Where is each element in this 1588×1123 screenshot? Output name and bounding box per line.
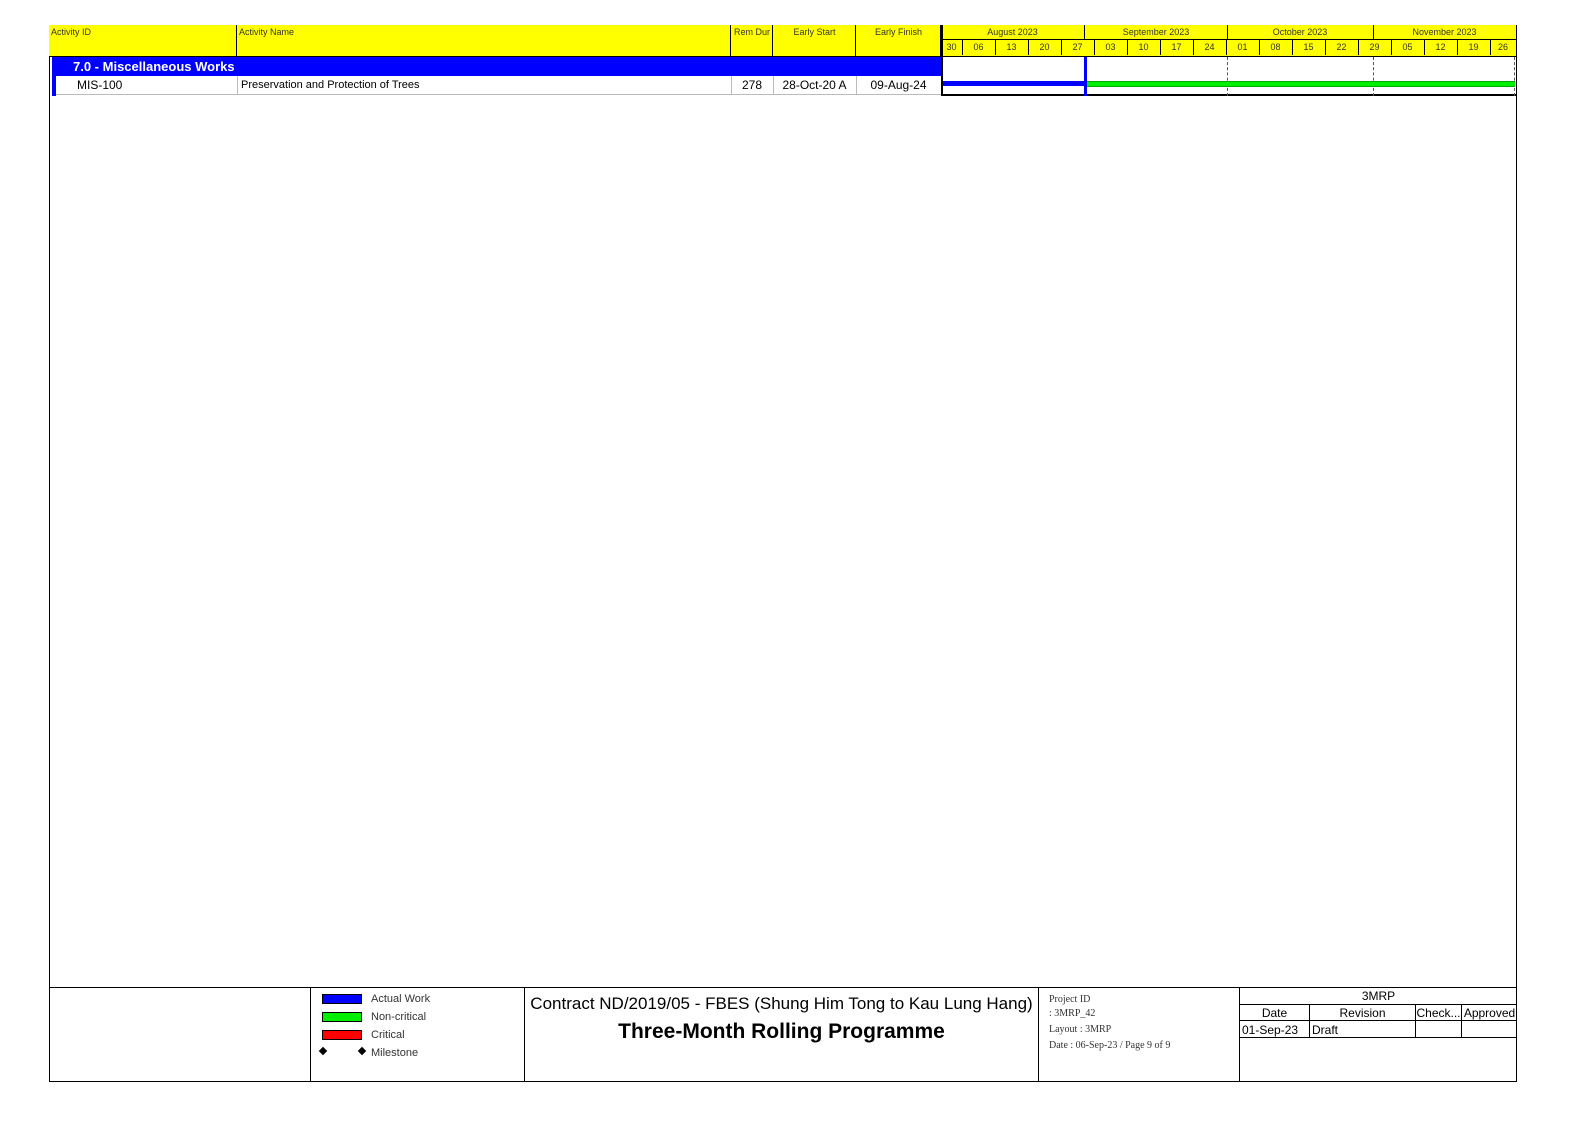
legend-critical: Critical xyxy=(371,1029,405,1041)
legend-milestone: Milestone xyxy=(371,1047,419,1059)
project-id-value: : 3MRP_42 xyxy=(1049,1008,1096,1019)
col-divider xyxy=(237,76,238,95)
col-header-activity-id[interactable]: Activity ID xyxy=(49,25,237,57)
revision-row-revision: Draft xyxy=(1312,1023,1339,1037)
day-label: 20 xyxy=(1039,42,1050,52)
day-label: 13 xyxy=(1006,42,1017,52)
month-gridline xyxy=(1373,57,1374,96)
day-label: 19 xyxy=(1468,42,1479,52)
revision-header-revision: Revision xyxy=(1339,1006,1386,1020)
day-label: 24 xyxy=(1204,42,1215,52)
revision-row-date: 01-Sep-23 xyxy=(1242,1023,1299,1037)
cell-activity-id: MIS-100 xyxy=(77,78,123,92)
cell-activity-name: Preservation and Protection of Trees xyxy=(241,79,420,91)
day-label: 26 xyxy=(1497,42,1508,52)
col-divider xyxy=(773,76,774,95)
day-label: 22 xyxy=(1336,42,1347,52)
day-label: 29 xyxy=(1369,42,1380,52)
non-critical-bar[interactable] xyxy=(1087,81,1515,87)
day-label: 30 xyxy=(946,42,957,52)
actual-work-swatch xyxy=(322,994,362,1004)
wbs-band[interactable] xyxy=(52,57,941,76)
day-label: 15 xyxy=(1303,42,1314,52)
month-gridline xyxy=(1514,57,1515,96)
data-date-line xyxy=(1084,57,1087,96)
day-label: 06 xyxy=(973,42,984,52)
project-id-label: Project ID xyxy=(1049,994,1091,1005)
actual-work-bar[interactable] xyxy=(943,81,1086,86)
legend-actual-work: Actual Work xyxy=(371,993,431,1005)
critical-swatch xyxy=(322,1030,362,1040)
day-label: 08 xyxy=(1270,42,1281,52)
day-label: 03 xyxy=(1105,42,1116,52)
month-gridline xyxy=(1227,57,1228,96)
revision-table-title: 3MRP xyxy=(1361,989,1396,1003)
cell-early-finish: 09-Aug-24 xyxy=(870,78,927,92)
table-row[interactable] xyxy=(56,76,941,95)
day-label: 10 xyxy=(1138,42,1149,52)
col-header-activity-name[interactable]: Activity Name xyxy=(237,25,731,57)
day-label: 27 xyxy=(1072,42,1083,52)
footer-divider xyxy=(1038,987,1039,1082)
day-label: 05 xyxy=(1402,42,1413,52)
col-divider xyxy=(856,76,857,95)
layout-label: Layout : 3MRP xyxy=(1049,1024,1112,1035)
programme-title: Three-Month Rolling Programme xyxy=(618,1020,945,1043)
revision-header-checked: Check... xyxy=(1416,1006,1461,1020)
cell-early-start: 28-Oct-20 A xyxy=(782,78,847,92)
month-november-2023: November 2023 xyxy=(1412,27,1477,37)
footer-divider xyxy=(310,987,311,1082)
gantt-area xyxy=(941,57,1517,96)
col-header-early-start[interactable]: Early Start xyxy=(773,25,856,57)
month-divider xyxy=(1084,25,1085,39)
contract-title: Contract ND/2019/05 - FBES (Shung Him Tong to Kau Lung Hang) xyxy=(530,994,1033,1013)
month-october-2023: October 2023 xyxy=(1272,27,1328,37)
date-page-label: Date : 06-Sep-23 / Page 9 of 9 xyxy=(1049,1040,1171,1051)
col-header-early-finish[interactable]: Early Finish xyxy=(856,25,941,57)
revision-header-approved: Approved xyxy=(1463,1006,1516,1020)
col-header-rem-dur[interactable]: Rem Dur xyxy=(731,25,773,57)
month-divider xyxy=(1373,25,1374,39)
revision-header-date: Date xyxy=(1261,1006,1288,1020)
month-september-2023: September 2023 xyxy=(1122,27,1190,37)
legend-non-critical: Non-critical xyxy=(371,1011,427,1023)
day-label: 12 xyxy=(1435,42,1446,52)
col-divider xyxy=(731,76,732,95)
cell-rem-dur: 278 xyxy=(741,78,763,92)
day-label: 17 xyxy=(1171,42,1182,52)
non-critical-swatch xyxy=(322,1012,362,1022)
month-august-2023: August 2023 xyxy=(987,27,1038,37)
page-frame xyxy=(49,25,1517,1082)
month-divider xyxy=(1227,25,1228,39)
footer-top-border xyxy=(49,987,1517,988)
day-label: 01 xyxy=(1237,42,1248,52)
wbs-label: 7.0 - Miscellaneous Works xyxy=(73,59,235,74)
